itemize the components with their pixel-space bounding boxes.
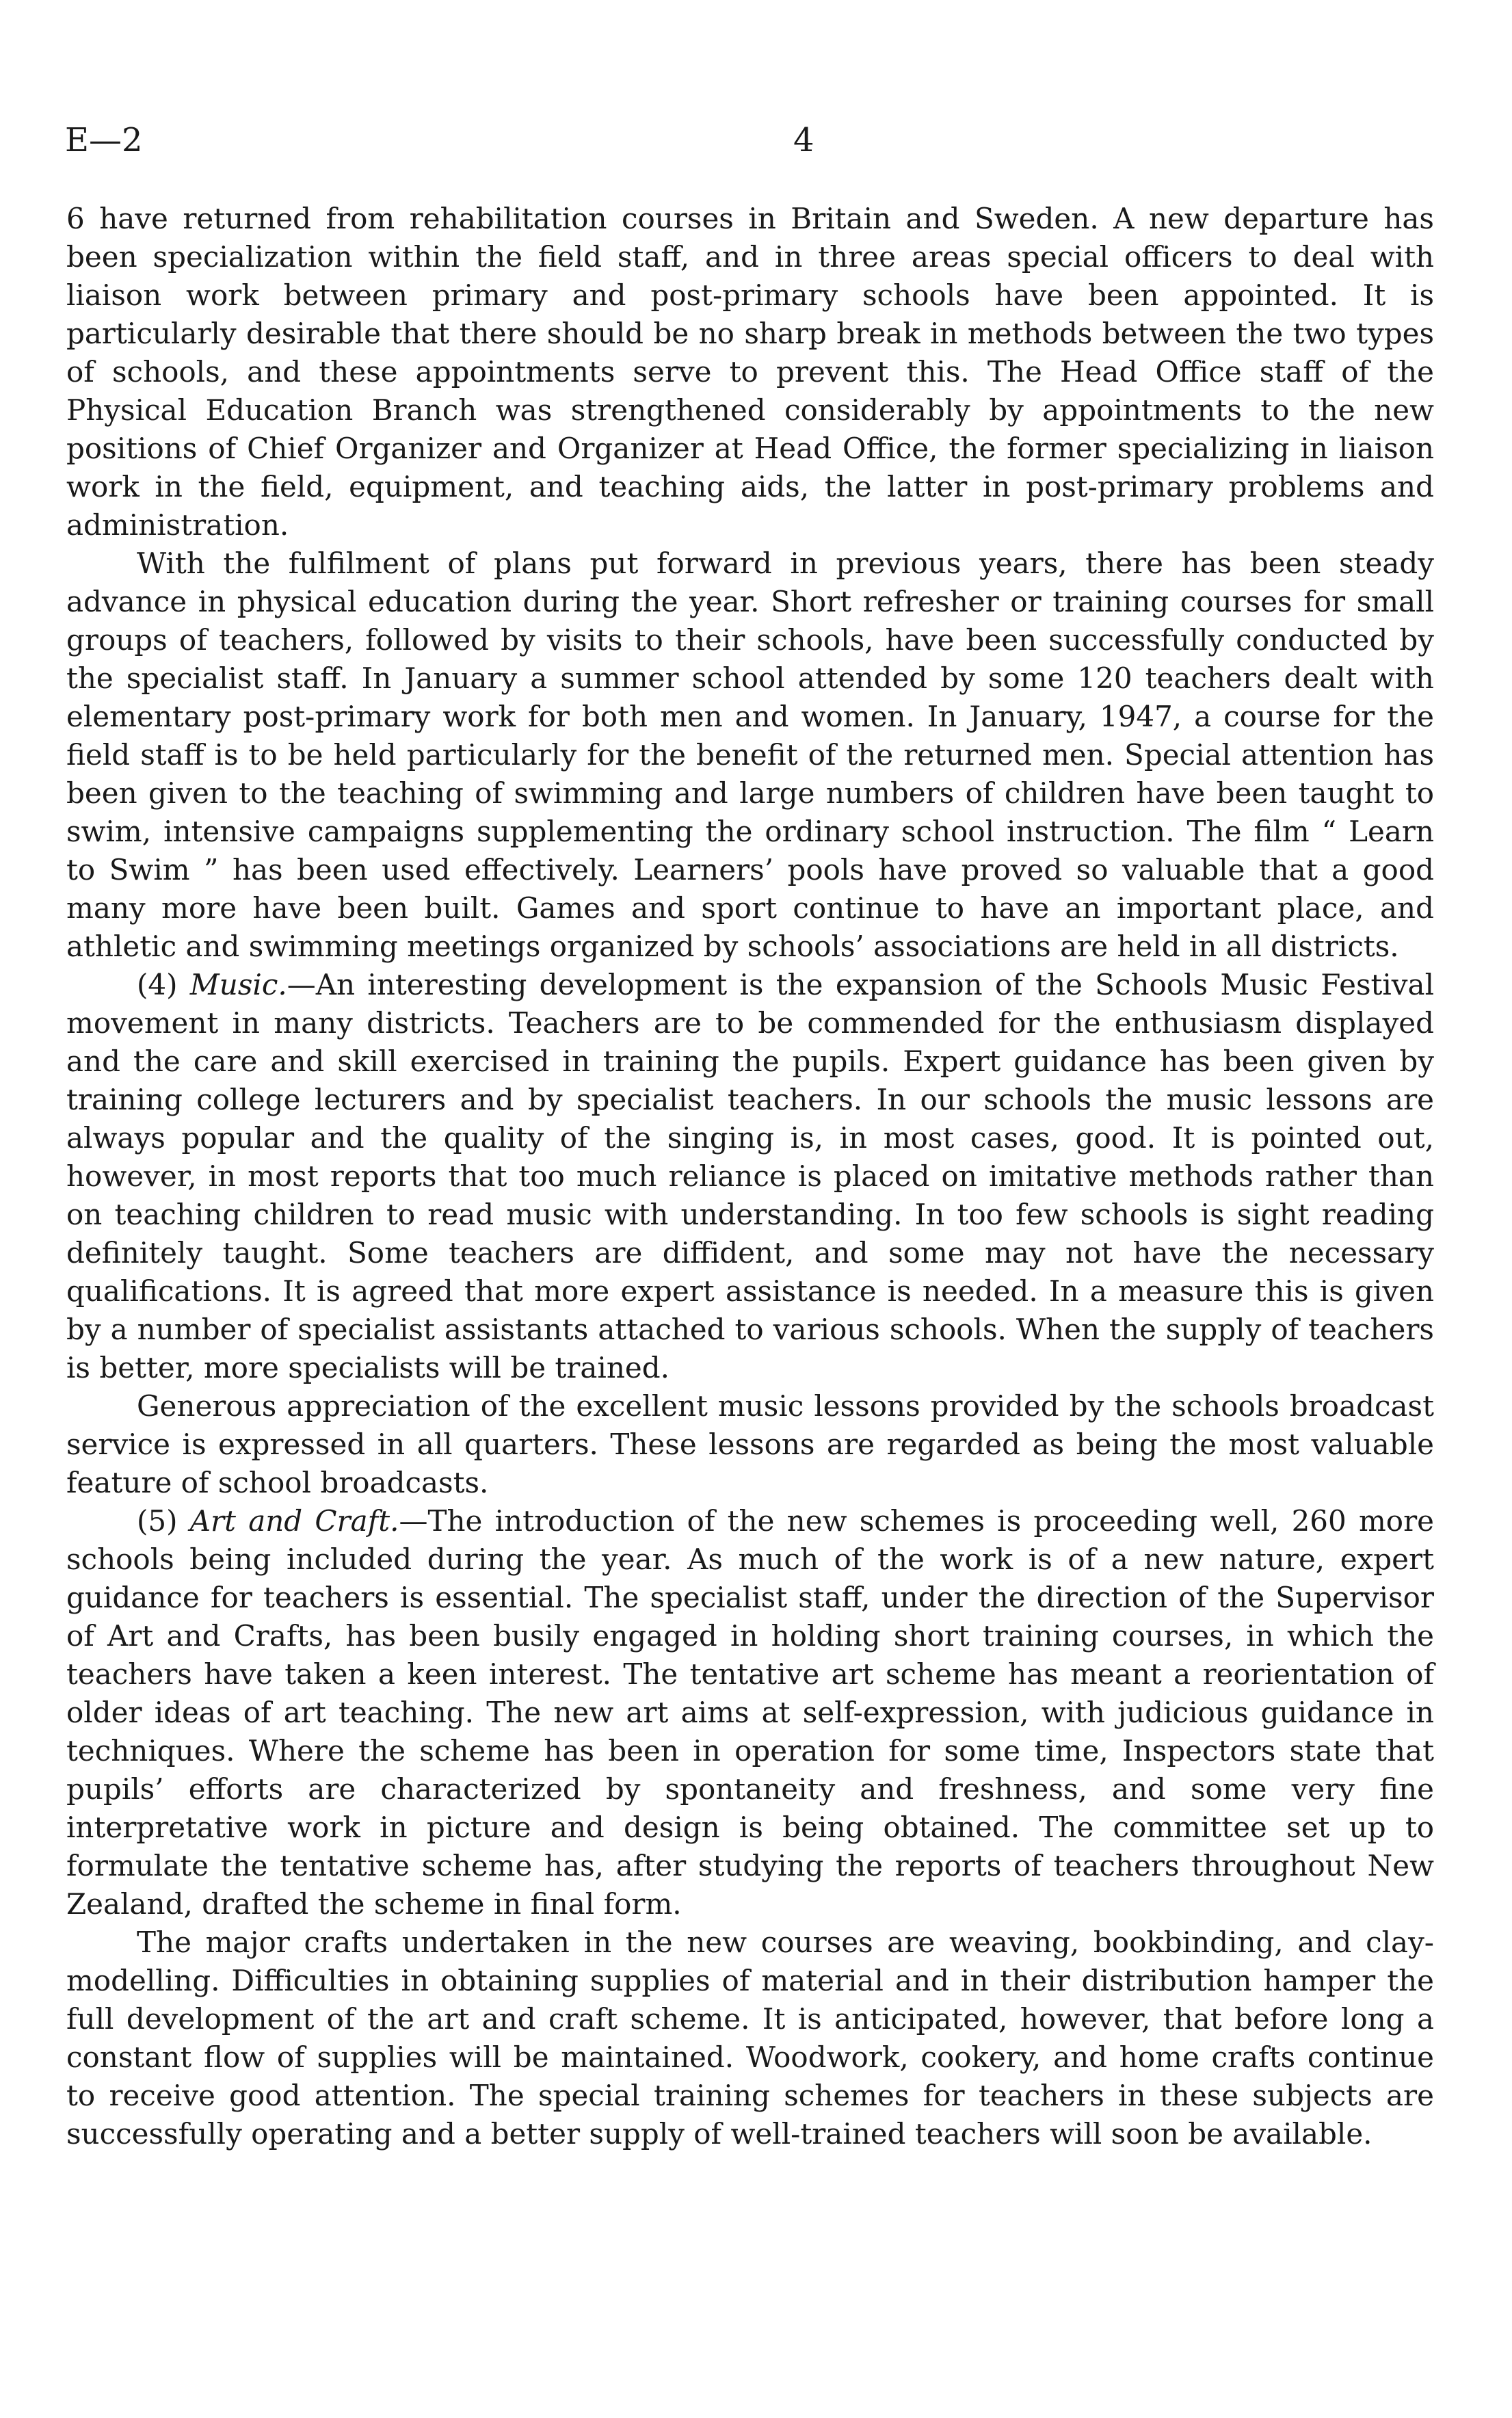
page-number: 4 — [793, 121, 814, 159]
paragraph-physical-education-staff — [66, 200, 1434, 544]
paragraph-text: 6 have returned from rehabilitation courses in Britain and Sweden. A new departure has been specialization within the field staff, and in three areas special officers to deal with liaison work between primary and post-primary schools have been appointed. It is particularly desirable that there should be no sharp break in methods between the two types of schools, and these appointments serve to prevent this. The Head Office staff of the Physical Education Branch was strengthened considerably by appointments to the new positions of Chief Organizer and Organizer at Head Office, the former specializing in liaison work in the field, equipment, and teaching aids, the latter in post-primary problems and administration. — [66, 202, 1434, 542]
paragraph-text: With the fulfilment of plans put forward in previous years, there has been steady advance in physical education during the year. Short refresher or training courses for small groups of teachers, followed by visits to their schools, have been successfully conducted by the specialist staff. In January a summer school attended by some 120 teachers dealt with elementary post-primary work for both men and women. In January, 1947, a course for the field staff is to be held particularly for the benefit of the returned men. Special attention has been given to the teaching of swimming and large numbers of children have been taught to swim, intensive campaigns supplementing the ordinary school instruction. The film “ Learn to Swim ” has been used effectively. Learners’ pools have proved so valuable that a good many more have been built. Games and sport continue to have an important place, and athletic and swimming meetings organized by schools’ associations are held in all districts. — [66, 547, 1434, 963]
paragraph-art-and-craft — [66, 1502, 1434, 1923]
paragraph-music-broadcasts — [66, 1387, 1434, 1502]
report-reference: E—2 — [65, 121, 143, 159]
section-number: (4) — [137, 968, 190, 1001]
body-text — [66, 200, 1434, 2153]
section-number: (5) — [137, 1504, 190, 1538]
page-header — [65, 116, 1433, 164]
paragraph-text: —An interesting development is the expansion of the Schools Music Festival movement in many districts. Teachers are to be commended for the enthusiasm displayed and the care and skill exercised in training the pupils. Expert guidance has been given by training college lecturers and by specialist teachers. In our schools the music lessons are always popular and the quality of the singing is, in most cases, good. It is pointed out, however, in most reports that too much reliance is placed on imitative methods rather than on teaching children to read music with understanding. In too few schools is sight reading definitely taught. Some teachers are diffident, and some may not have the necessary qualifications. It is agreed that more expert assistance is needed. In a measure this is given by a number of specialist assistants attached to various schools. When the supply of teachers is better, more specialists will be trained. — [66, 968, 1435, 1384]
paragraph-text: Generous appreciation of the excellent music lessons provided by the schools broadcast service is expressed in all quarters. These lessons are regarded as being the most valuable feature of school broadcasts. — [66, 1389, 1434, 1499]
paragraph-text: The major crafts undertaken in the new courses are weaving, bookbinding, and clay-modelling. Difficulties in obtaining supplies of material and in their distribution hamper the full development of the art and craft scheme. It is anticipated, however, that before long a constant flow of supplies will be maintained. Woodwork, cookery, and home crafts continue to receive good attention. The special training schemes for teachers in these subjects are successfully operating and a better supply of well-trained teachers will soon be available. — [66, 1926, 1434, 2151]
section-heading-art-and-craft: Art and Craft. — [189, 1504, 399, 1538]
paragraph-text: —The introduction of the new schemes is proceeding well, 260 more schools being included during the year. As much of the work is of a new nature, expert guidance for teachers is essential. The specialist staff, under the direction of the Supervisor of Art and Crafts, has been busily engaged in holding short training courses, in which the teachers have taken a keen interest. The tentative art scheme has meant a reorientation of older ideas of art teaching. The new art aims at self-expression, with judicious guidance in techniques. Where the scheme has been in operation for some time, Inspectors state that pupils’ efforts are characterized by spontaneity and freshness, and some very fine interpretative work in picture and design is being obtained. The committee set up to formulate the tentative scheme has, after studying the reports of teachers throughout New Zealand, drafted the scheme in final form. — [66, 1504, 1435, 1921]
section-heading-music: Music. — [189, 968, 287, 1001]
paragraph-music — [66, 966, 1434, 1387]
paragraph-major-crafts — [66, 1923, 1434, 2153]
paragraph-physical-education-progress — [66, 544, 1434, 966]
